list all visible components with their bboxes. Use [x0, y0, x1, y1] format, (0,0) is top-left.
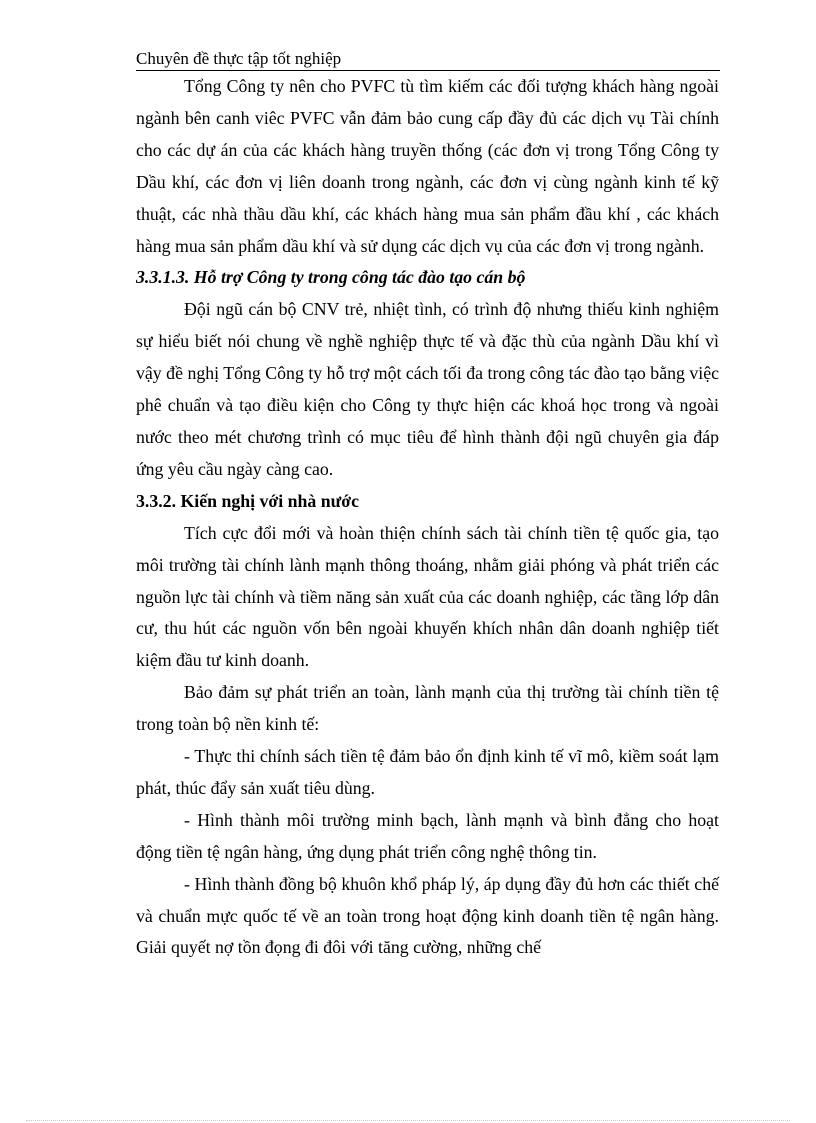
- paragraph-customer-expansion: Tổng Công ty nên cho PVFC tù tìm kiếm các đối tượng khách hàng ngoài ngành bên canh viêc PVFC vẫn đảm bảo cung cấp đầy đủ các dịch vụ Tài chính cho các dự án của các khách hàng truyền thống (các đơn vị trong Tổng Công ty Dầu khí, các đơn vị liên doanh trong ngành, các đơn vị cùng ngành kinh tế kỹ thuật, các nhà thầu dầu khí, các khách hàng mua sản phẩm đầu khí , các khách hàng mua sản phẩm dầu khí và sử dụng các dịch vụ của các đơn vị trong ngành.: [136, 76, 719, 256]
- bullet-transparent-environment: - Hình thành môi trường minh bạch, lành mạnh và bình đẳng cho hoạt động tiền tệ ngân hàng, ứng dụng phát triển công nghệ thông tin.: [136, 809, 719, 862]
- running-header: Chuyên đề thực tập tốt nghiệp: [136, 49, 342, 68]
- bullet-legal-framework: - Hình thành đồng bộ khuôn khổ pháp lý, áp dụng đầy đủ hơn các thiết chế và chuẩn mực quốc tế về an toàn trong hoạt động kinh doanh tiền tệ ngân hàng. Giải quyết nợ tồn đọng đi đôi với tăng cường, những chế: [136, 873, 719, 958]
- section-heading-3-3-1-3: 3.3.1.3. Hỗ trợ Công ty trong công tác đào tạo cán bộ: [136, 267, 526, 288]
- section-heading-3-3-2: 3.3.2. Kiến nghị với nhà nước: [136, 490, 360, 511]
- paragraph-state-policy: Tích cực đổi mới và hoàn thiện chính sách tài chính tiền tệ quốc gia, tạo môi trường tài chính lành mạnh thông thoáng, nhằm giải phóng và phát triển các nguồn lực tài chính và tiềm năng sản xuất của các doanh nghiệp, các tầng lớp dân cư, thu hút các nguồn vốn bên ngoài khuyến khích nhân dân doanh nghiệp tiết kiệm đầu tư kinh doanh.: [136, 522, 719, 671]
- footer-dotted-line: [26, 1120, 790, 1121]
- page-body: [136, 71, 719, 964]
- paragraph-market-safety: Bảo đảm sự phát triển an toàn, lành mạnh của thị trường tài chính tiền tệ trong toàn bộ nền kinh tế:: [136, 682, 719, 735]
- paragraph-staff-training: Đội ngũ cán bộ CNV trẻ, nhiệt tình, có trình độ nhưng thiếu kinh nghiệm sự hiểu biết nói chung về nghề nghiệp thực tế và đặc thù của ngành Dầu khí vì vậy đề nghị Tổng Công ty hỗ trợ một cách tối đa trong công tác đào tạo bằng việc phê chuẩn và tạo điều kiện cho Công ty thực hiện các khoá học trong và ngoài nước theo mét chương trình có mục tiêu để hình thành đội ngũ chuyên gia đáp ứng yêu cầu ngày càng cao.: [136, 299, 719, 479]
- bullet-monetary-policy: - Thực thi chính sách tiền tệ đảm bảo ổn định kinh tế vĩ mô, kiềm soát lạm phát, thúc đẩy sản xuất tiêu dùng.: [136, 746, 719, 798]
